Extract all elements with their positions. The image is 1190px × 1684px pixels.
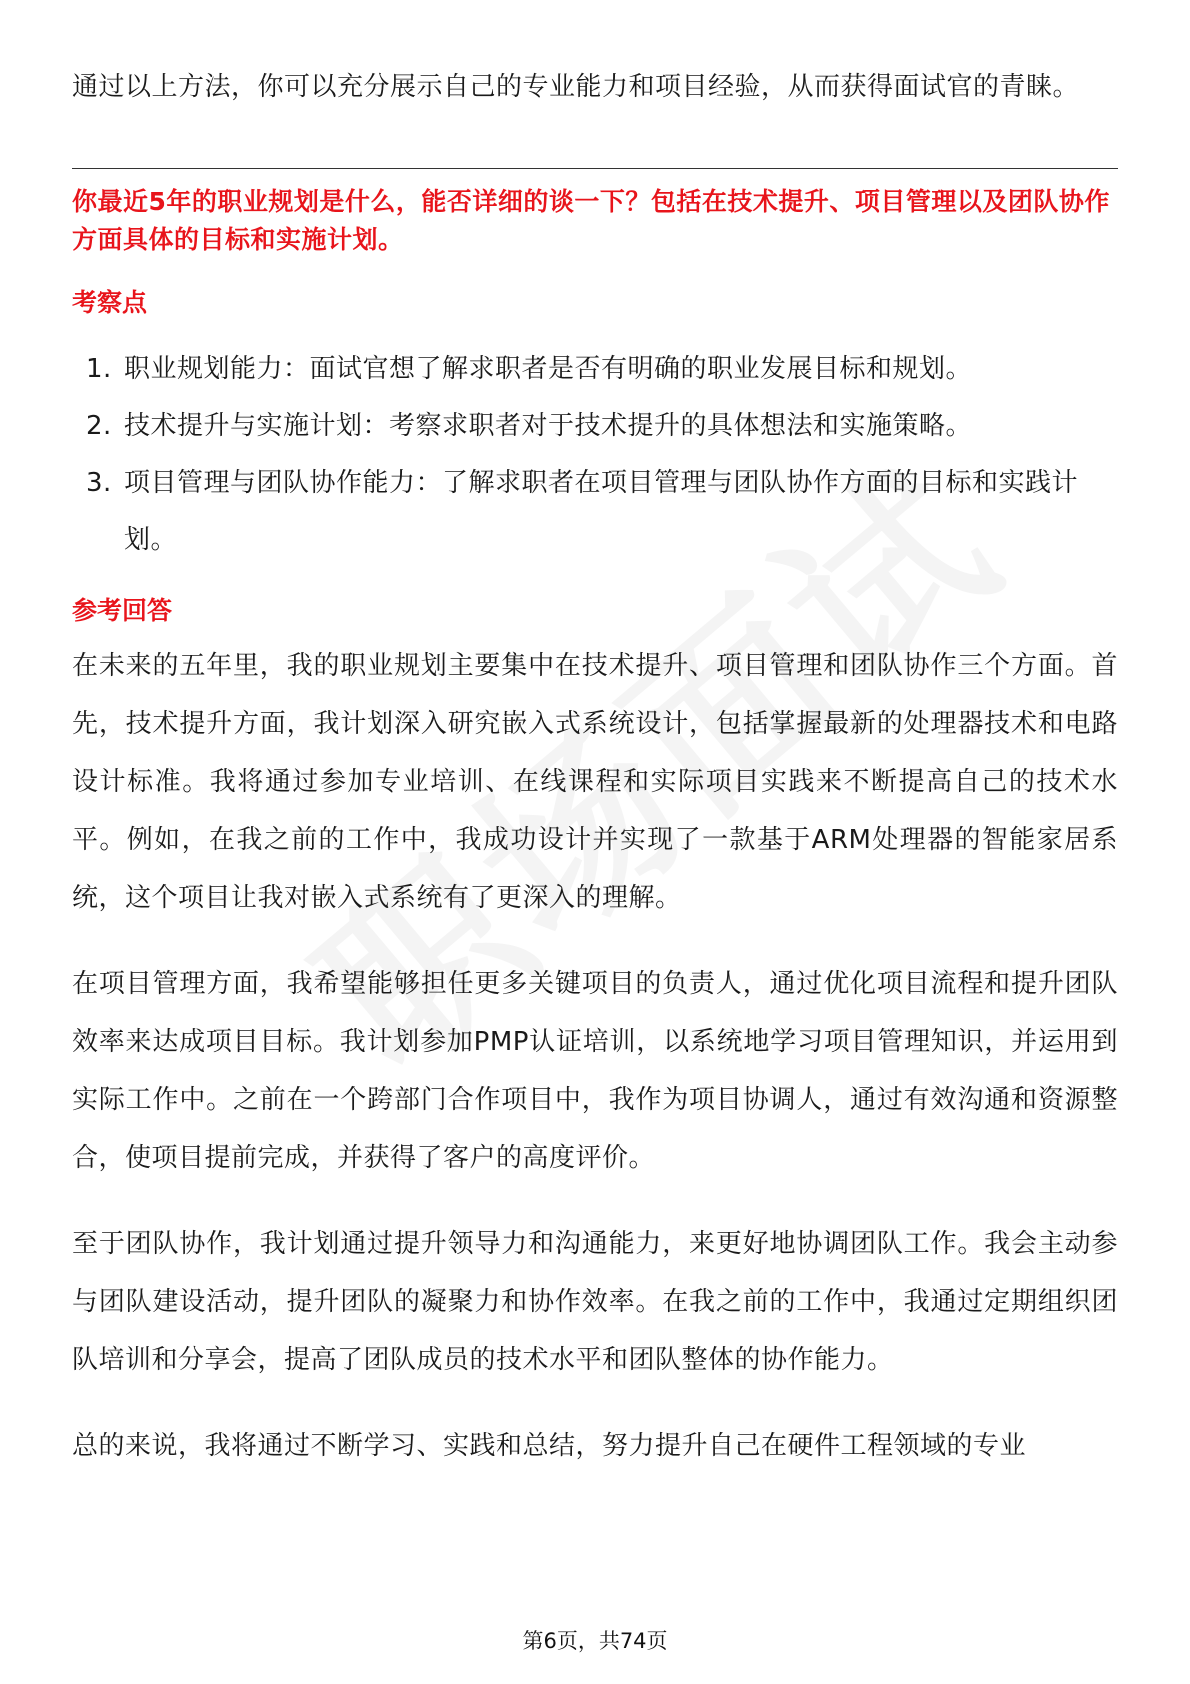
exam-points-heading: 考察点 — [72, 288, 148, 317]
exam-point-number: 1. — [86, 354, 112, 384]
page-footer: 第6页，共74页 — [522, 1629, 668, 1653]
exam-point-item — [72, 455, 1118, 569]
exam-point-item — [72, 398, 1118, 455]
answer-paragraph: 在未来的五年里，我的职业规划主要集中在技术提升、项目管理和团队协作三个方面。首先，技术提升方面，我计划深入研究嵌入式系统设计，包括掌握最新的处理器技术和电路设计标准。我将通过参加专业培训、在线课程和实际项目实践来不断提高自己的技术水平。例如，在我之前的工作中，我成功设计并实现了一款基于ARM处理器的智能家居系统，这个项目让我对嵌入式系统有了更深入的理解。 — [72, 651, 1118, 913]
answer-paragraph: 在项目管理方面，我希望能够担任更多关键项目的负责人，通过优化项目流程和提升团队效率来达成项目目标。我计划参加PMP认证培训，以系统地学习项目管理知识，并运用到实际工作中。之前在一个跨部门合作项目中，我作为项目协调人，通过有效沟通和资源整合，使项目提前完成，并获得了客户的高度评价。 — [72, 969, 1118, 1173]
exam-point-text: 技术提升与实施计划：考察求职者对于技术提升的具体想法和实施策略。 — [124, 411, 973, 441]
answer-paragraph: 总的来说，我将通过不断学习、实践和总结，努力提升自己在硬件工程领域的专业 — [72, 1431, 1027, 1461]
exam-points-list — [72, 341, 1118, 569]
answer-heading: 参考回答 — [72, 596, 173, 625]
document-page — [72, 58, 1118, 1503]
exam-point-number: 2. — [86, 411, 112, 441]
section-divider — [72, 168, 1118, 169]
exam-point-text: 职业规划能力：面试官想了解求职者是否有明确的职业发展目标和规划。 — [124, 354, 973, 384]
intro-paragraph: 通过以上方法，你可以充分展示自己的专业能力和项目经验，从而获得面试官的青睐。 — [72, 72, 1080, 102]
exam-point-text: 项目管理与团队协作能力：了解求职者在项目管理与团队协作方面的目标和实践计划。 — [124, 468, 1079, 555]
exam-point-number: 3. — [86, 468, 112, 498]
exam-point-item — [72, 341, 1118, 398]
question-heading: 你最近5年的职业规划是什么，能否详细的谈一下？包括在技术提升、项目管理以及团队协作方面具体的目标和实施计划。 — [72, 187, 1110, 254]
answer-paragraph: 至于团队协作，我计划通过提升领导力和沟通能力，来更好地协调团队工作。我会主动参与团队建设活动，提升团队的凝聚力和协作效率。在我之前的工作中，我通过定期组织团队培训和分享会，提高了团队成员的技术水平和团队整体的协作能力。 — [72, 1229, 1118, 1375]
